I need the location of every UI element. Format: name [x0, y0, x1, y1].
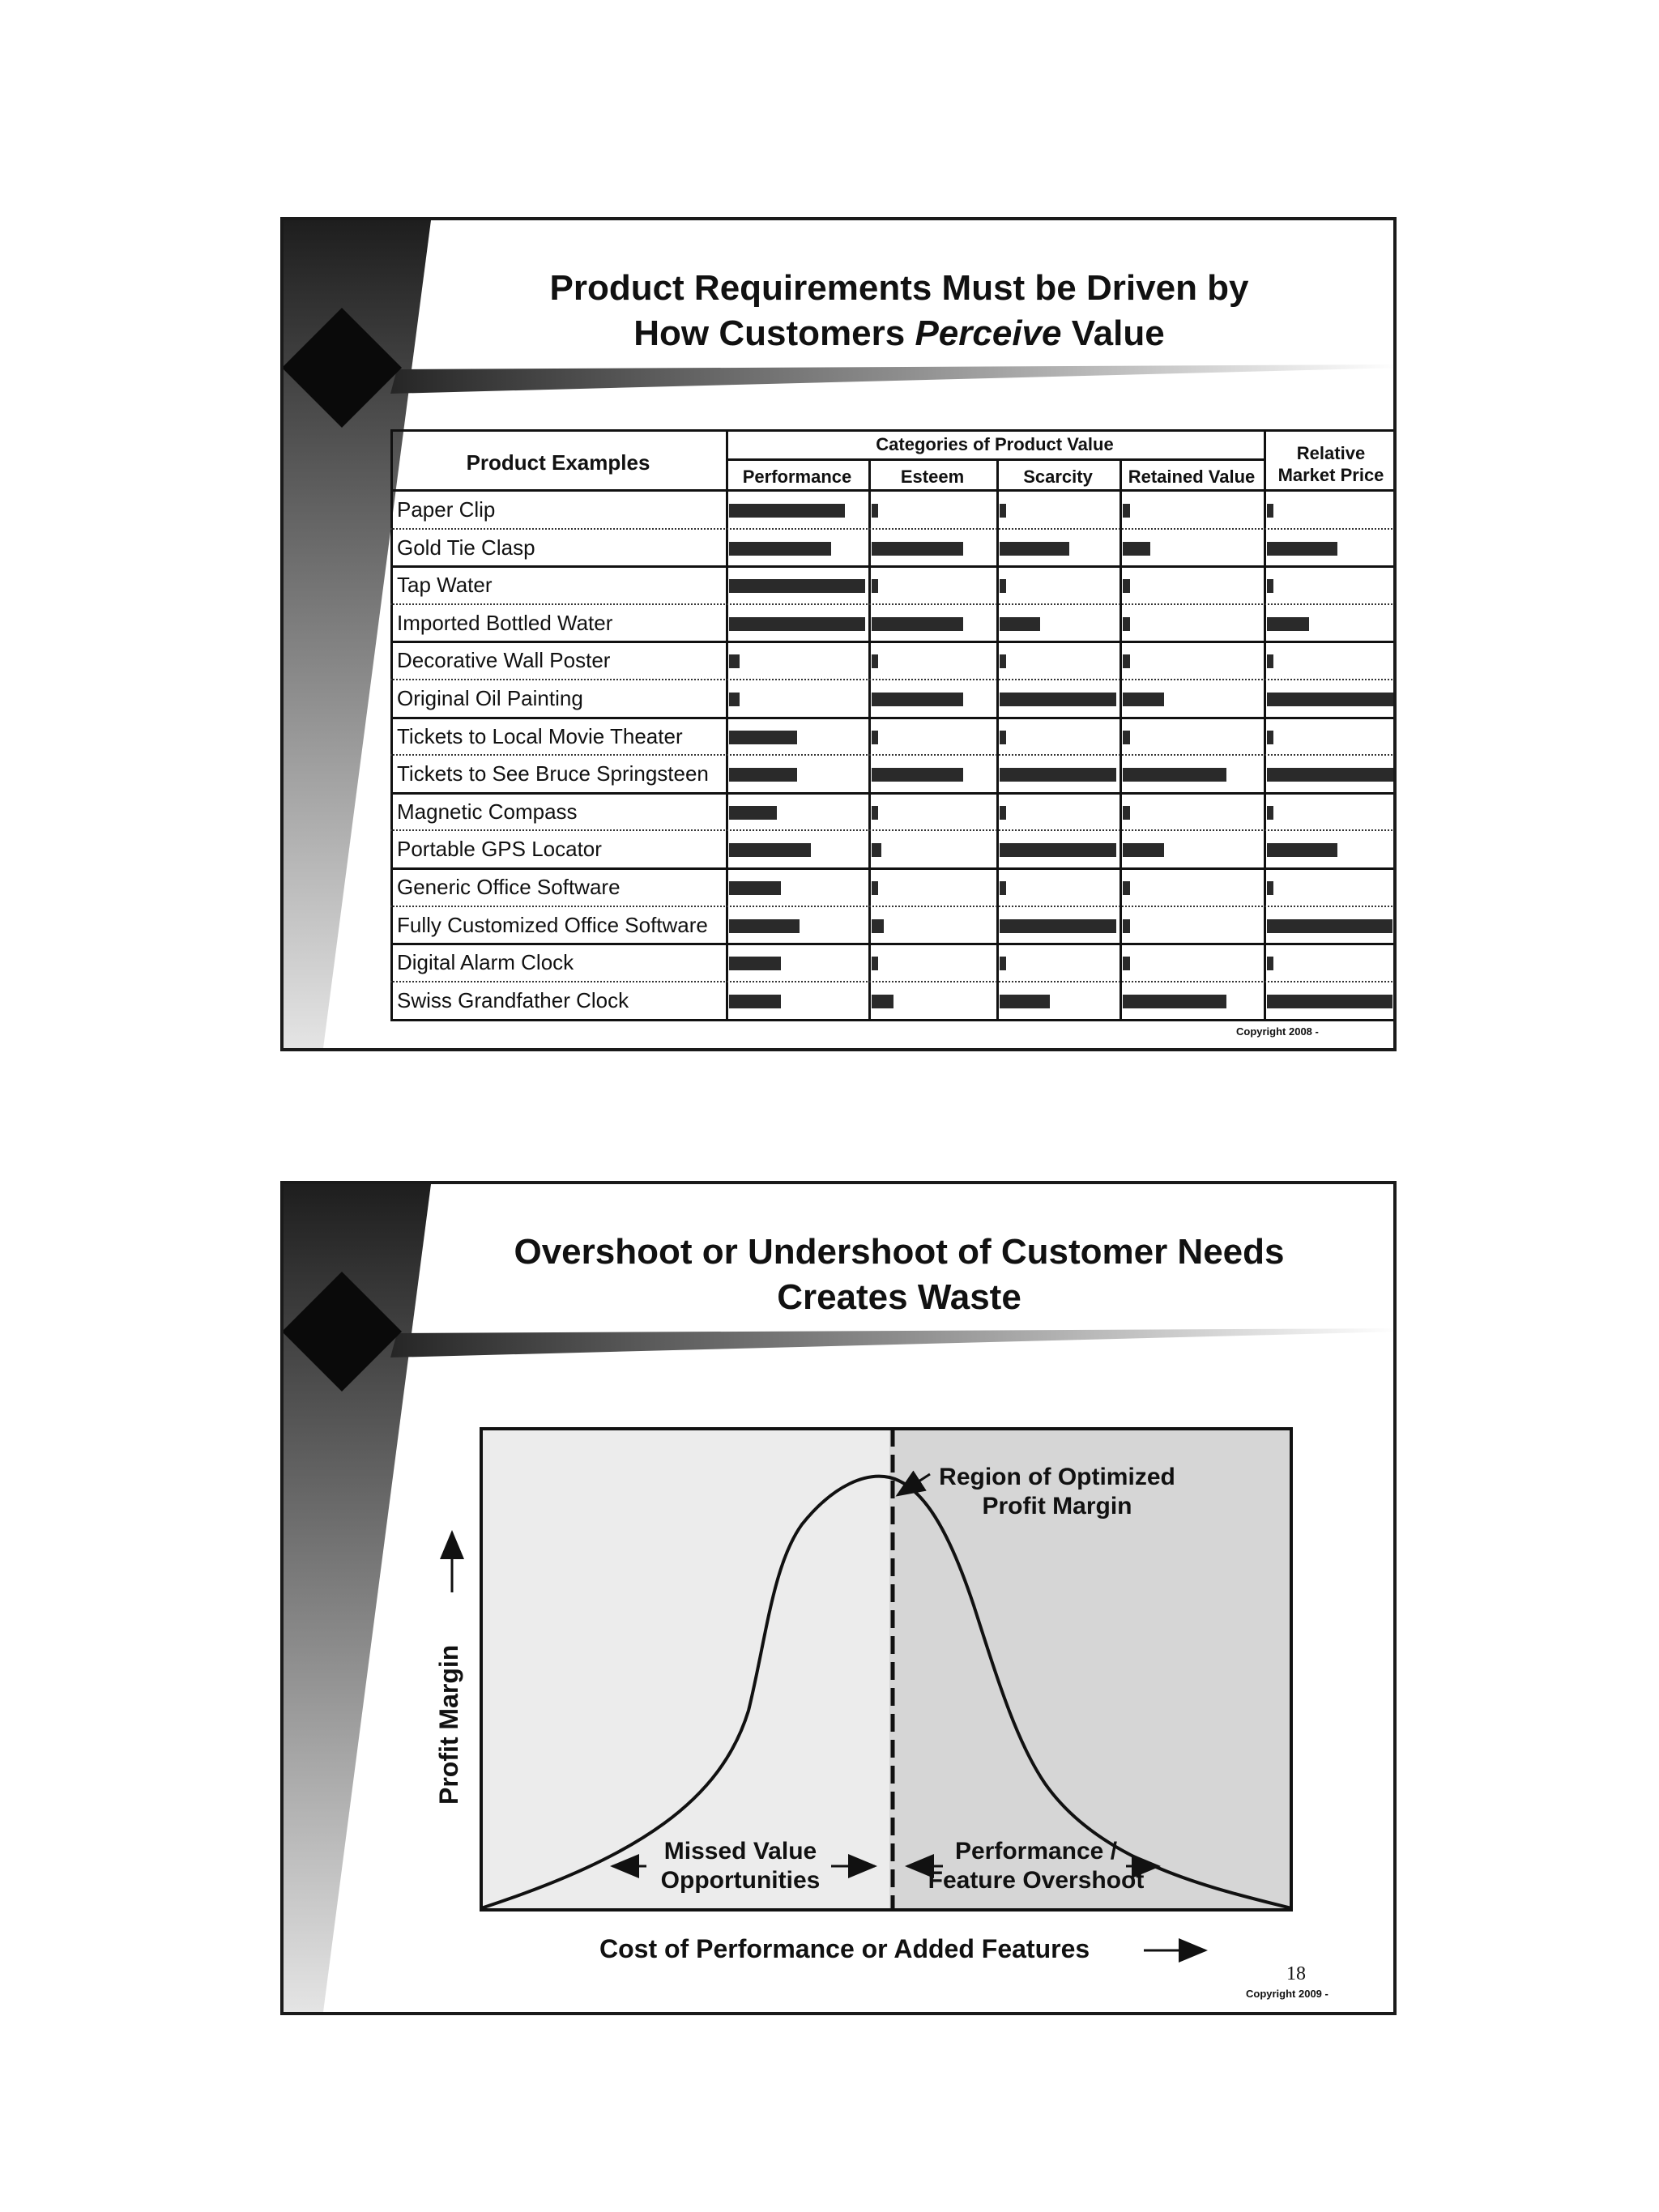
value-bar	[729, 768, 797, 782]
value-bar	[729, 654, 740, 668]
value-bar	[1267, 957, 1273, 970]
value-bar	[1267, 768, 1395, 782]
value-bar	[1123, 654, 1130, 668]
value-bar	[729, 617, 865, 631]
slide-product-requirements	[280, 217, 1397, 1051]
slide-title: Product Requirements Must be Driven by How Customers Perceive Value	[549, 268, 1249, 353]
value-bar	[1123, 768, 1226, 782]
row-separator	[390, 829, 1397, 831]
value-bar	[1000, 731, 1006, 744]
value-bar	[1000, 768, 1116, 782]
value-bar	[729, 579, 865, 593]
header-performance: Performance	[742, 467, 852, 487]
value-bar	[1123, 806, 1130, 820]
slide-overshoot-undershoot	[280, 1181, 1397, 2015]
row-label: Paper Clip	[397, 497, 496, 522]
row-label: Fully Customized Office Software	[397, 912, 708, 937]
value-bar	[872, 731, 878, 744]
value-bar	[729, 542, 831, 556]
value-bar	[1000, 654, 1006, 668]
header-retained-value: Retained Value	[1128, 467, 1256, 487]
value-bar	[1000, 881, 1006, 895]
row-label: Tickets to Local Movie Theater	[397, 723, 683, 748]
row-label: Generic Office Software	[397, 875, 621, 899]
row-label: Decorative Wall Poster	[397, 648, 611, 673]
value-bar	[1123, 843, 1164, 857]
value-bar	[1000, 542, 1069, 556]
value-bar	[1123, 693, 1164, 706]
value-bar	[1123, 957, 1130, 970]
y-axis-label: Profit Margin	[434, 1644, 463, 1805]
value-bar	[1267, 654, 1273, 668]
row-label: Portable GPS Locator	[397, 837, 602, 862]
x-axis-label: Cost of Performance or Added Features	[599, 1934, 1090, 1963]
value-bar	[872, 806, 878, 820]
value-bar	[729, 957, 781, 970]
value-bar	[872, 995, 893, 1008]
value-bar	[872, 504, 878, 518]
value-bar	[872, 768, 963, 782]
value-bar	[1267, 579, 1273, 593]
slide-title: Overshoot or Undershoot of Customer Needs Creates Waste	[514, 1232, 1285, 1317]
value-bar	[729, 693, 740, 706]
value-bar	[1000, 995, 1050, 1008]
value-bar	[1000, 617, 1040, 631]
value-bar	[729, 843, 811, 857]
value-bar	[1267, 881, 1273, 895]
overshoot-annotation: Performance / Feature Overshoot	[928, 1838, 1145, 1894]
row-separator	[390, 981, 1397, 982]
row-separator	[390, 754, 1397, 756]
peak-annotation: Region of Optimized Profit Margin	[939, 1464, 1175, 1519]
missed-value-annotation: Missed Value Opportunities	[660, 1838, 821, 1894]
header-product-examples: Product Examples	[466, 450, 650, 475]
row-separator	[390, 717, 1397, 719]
value-bar	[1267, 617, 1309, 631]
header-relative-market-price: Relative Market Price	[1277, 443, 1384, 485]
value-bar	[729, 995, 781, 1008]
row-label: Swiss Grandfather Clock	[397, 987, 629, 1012]
row-label: Digital Alarm Clock	[397, 950, 574, 975]
value-bar	[729, 731, 797, 744]
header-categories: Categories of Product Value	[876, 434, 1114, 454]
row-separator	[390, 867, 1397, 870]
value-bar	[1000, 919, 1116, 933]
row-label: Tickets to See Bruce Springsteen	[397, 761, 709, 786]
value-bar	[872, 881, 878, 895]
value-bar	[1123, 504, 1130, 518]
row-separator	[390, 528, 1397, 530]
value-bar	[872, 919, 884, 933]
value-bar	[729, 881, 781, 895]
value-bar	[729, 504, 845, 518]
value-bar	[729, 919, 800, 933]
copyright: Copyright 2008 -	[1236, 1025, 1319, 1038]
header-esteem: Esteem	[900, 467, 965, 487]
row-separator	[390, 603, 1397, 605]
row-separator	[390, 906, 1397, 907]
row-separator	[390, 641, 1397, 643]
row-separator	[390, 943, 1397, 945]
header-scarcity: Scarcity	[1023, 467, 1093, 487]
value-bar	[872, 542, 963, 556]
row-separator	[390, 679, 1397, 680]
value-bar	[1123, 919, 1130, 933]
value-bar	[1000, 693, 1116, 706]
value-bar	[1267, 542, 1337, 556]
profit-margin-chart	[284, 1184, 1397, 2015]
value-bar	[1123, 579, 1130, 593]
value-bar	[1267, 731, 1273, 744]
value-bar	[872, 957, 878, 970]
row-label: Gold Tie Clasp	[397, 535, 535, 560]
row-label: Original Oil Painting	[397, 686, 583, 710]
value-bar	[1000, 806, 1006, 820]
value-bar	[872, 654, 878, 668]
value-bar	[872, 693, 963, 706]
value-bar	[872, 843, 881, 857]
value-bar	[1267, 995, 1392, 1008]
row-separator	[390, 565, 1397, 568]
value-bar	[1267, 693, 1395, 706]
value-bar	[1000, 957, 1006, 970]
row-label: Imported Bottled Water	[397, 610, 613, 635]
value-bar	[1123, 995, 1226, 1008]
value-bar	[872, 579, 878, 593]
value-bar	[1267, 504, 1273, 518]
value-bar	[1123, 617, 1130, 631]
value-bar	[1000, 579, 1006, 593]
value-bar	[1000, 504, 1006, 518]
copyright: Copyright 2009 -	[1246, 1988, 1328, 2000]
value-bar	[1267, 806, 1273, 820]
row-label: Tap Water	[397, 573, 493, 598]
row-label: Magnetic Compass	[397, 799, 578, 824]
page-number: 18	[1286, 1963, 1306, 1984]
value-bar	[1000, 843, 1116, 857]
value-bar	[872, 617, 963, 631]
value-bar	[729, 806, 777, 820]
product-value-table	[390, 429, 1397, 1022]
value-bar	[1267, 919, 1392, 933]
value-bar	[1123, 731, 1130, 744]
value-bar	[1123, 542, 1150, 556]
value-bar	[1267, 843, 1337, 857]
row-separator	[390, 792, 1397, 795]
value-bar	[1123, 881, 1130, 895]
